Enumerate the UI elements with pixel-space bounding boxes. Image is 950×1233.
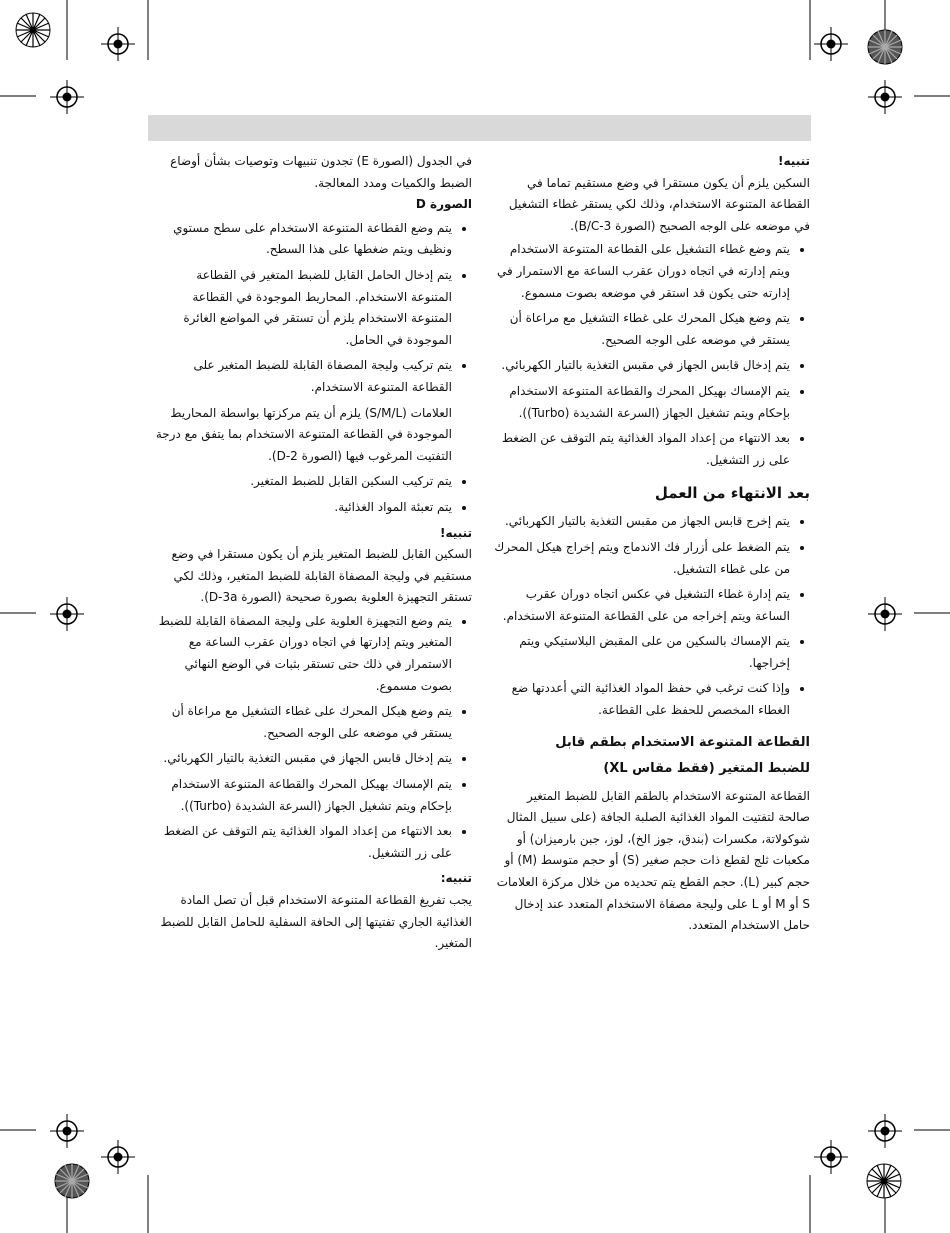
instruction-list xyxy=(152,218,472,519)
registration-crosshair-icon xyxy=(50,1114,84,1148)
list-item: • يتم إدخال قابس الجهاز في مقبس التغذية بالتيار الكهربائي. xyxy=(494,355,790,377)
list-item: • يتم تركيب السكين القابل للضبط المتغير. xyxy=(152,471,452,493)
instruction-list xyxy=(494,511,810,721)
intro-paragraph: في الجدول (الصورة E) تجدون تنبيهات وتوصيات بشأن أوضاع الضبط والكميات ومدد المعالجة. xyxy=(170,154,472,190)
list-note: العلامات (S/M/L) يلزم أن يتم مركزتها بواسطة المحاريط الموجودة في القطاعة المتنوعة الاستخدام بما يتفق مع درجة التفتيت المرغوب فيها (الصورة D-2). xyxy=(155,405,452,463)
list-item: • يتم الإمساك بالسكين من على المقبض البلاستيكي ويتم إخراجها. xyxy=(494,631,790,674)
list-item: • يتم وضع هيكل المحرك على غطاء التشغيل مع مراعاة أن يستقر في موضعه على الوجه الصحيح. xyxy=(152,701,452,744)
list-item: • بعد الانتهاء من إعداد المواد الغذائية يتم التوقف عن الضغط على زر التشغيل. xyxy=(152,821,452,864)
list-item: • يتم تعبئة المواد الغذائية. xyxy=(152,497,452,519)
note-title: تنبيه! xyxy=(440,525,472,540)
list-item: • يتم وضع القطاعة المتنوعة الاستخدام على سطح مستوي ونظيف ويتم ضغطها على هذا السطح. xyxy=(152,218,452,261)
radial-color-wheel-icon xyxy=(866,1163,902,1199)
registration-crosshair-icon xyxy=(101,1140,135,1174)
radial-color-wheel-icon xyxy=(867,29,903,65)
list-item: • يتم الإمساك بهيكل المحرك والقطاعة المتنوعة الاستخدام بإحكام ويتم تشغيل الجهاز (السرعة الشديدة (Turbo)). xyxy=(152,774,452,817)
note-text: يجب تفريغ القطاعة المتنوعة الاستخدام قبل أن تصل المادة الغذائية الجاري تفتيتها إلى الحافة السفلية للحامل القابل للضبط المتغير. xyxy=(160,893,472,951)
registration-crosshair-icon xyxy=(50,80,84,114)
instruction-list xyxy=(152,611,472,865)
section-subheading: القطاعة المتنوعة الاستخدام بطقم قابل xyxy=(555,734,810,750)
note-title: تنبيه: xyxy=(440,871,472,886)
radial-color-wheel-icon xyxy=(54,1163,90,1199)
radial-color-wheel-icon xyxy=(15,12,51,48)
list-item: • يتم وضع التجهيزة العلوية على وليجة المصفاة القابلة للضبط المتغير ويتم إدارتها في اتجاه دوران عقرب الساعة مع الاستمرار في ذلك حتى تستقر بثبات في الوضع النهائي بصوت مسموع. xyxy=(152,611,452,697)
list-item: • يتم الضغط على أزرار فك الاندماج ويتم إخراج هيكل المحرك من على غطاء التشغيل. xyxy=(494,537,790,580)
list-item: • يتم إخرج قابس الجهاز من مقبس التغذية بالتيار الكهربائي. xyxy=(494,511,790,533)
registration-crosshair-icon xyxy=(868,1114,902,1148)
body-paragraph: القطاعة المتنوعة الاستخدام بالطقم القابل للضبط المتغير صالحة لتفتيت المواد الغذائية الصلبة الجافة (على سبيل المثال شوكولاتة، مكسرات (بندق، جوز الخ)، لوز، جبن بارميزان) أو مكعبات ثلج لقطع ذات حجم صغير (S) أو حجم متوسط (M) أو حجم كبير (L). حجم القطع يتم تحديده من خلال مركزة العلامات S أو M أو L على وليجة مصفاة الاستخدام المتعدد عند إدخال حامل الاستخدام المتعدد. xyxy=(496,788,810,933)
registration-crosshair-icon xyxy=(868,80,902,114)
section-heading: بعد الانتهاء من العمل xyxy=(654,484,810,503)
list-item: • يتم وضع هيكل المحرك على غطاء التشغيل مع مراعاة أن يستقر في موضعه على الوجه الصحيح. xyxy=(494,308,790,351)
section-subheading: للضبط المتغير (فقط مقاس XL) xyxy=(603,760,810,776)
page-header-bar xyxy=(148,115,811,141)
list-item: • يتم الإمساك بهيكل المحرك والقطاعة المتنوعة الاستخدام بإحكام ويتم تشغيل الجهاز (السرعة الشديدة (Turbo)). xyxy=(494,381,790,424)
list-item: • بعد الانتهاء من إعداد المواد الغذائية يتم التوقف عن الضغط على زر التشغيل. xyxy=(494,428,790,471)
note-title: تنبيه! xyxy=(778,154,810,168)
list-item: • يتم تركيب وليجة المصفاة القابلة للضبط المتغير على القطاعة المتنوعة الاستخدام. xyxy=(152,355,452,398)
note-text: السكين يلزم أن يكون مستقرا في وضع مستقيم تماما في القطاعة المتنوعة الاستخدام، وذلك لكي يستقر غطاء التشغيل في موضعه على الوجه الصحيح (الصورة B/C-3). xyxy=(508,175,810,233)
registration-crosshair-icon xyxy=(101,27,135,61)
figure-label: الصورة D xyxy=(415,197,472,212)
list-item: • يتم إدارة غطاء التشغيل في عكس اتجاه دوران عقرب الساعة ويتم إخراجه من على القطاعة المتنوعة الاستخدام. xyxy=(494,584,790,627)
registration-crosshair-icon xyxy=(814,27,848,61)
list-item: • وإذا كنت ترغب في حفظ المواد الغذائية التي أعددتها ضع الغطاء المخصص للحفظ على القطاعة. xyxy=(494,678,790,721)
list-item: • يتم وضع غطاء التشغيل على القطاعة المتنوعة الاستخدام ويتم إدارته في اتجاه دوران عقرب الساعة مع الاستمرار في إدارته حتى يكون قد استقر في موضعه بصوت مسموع. xyxy=(494,239,790,304)
instruction-list xyxy=(494,239,810,471)
left-column xyxy=(152,151,472,955)
registration-crosshair-icon xyxy=(814,1140,848,1174)
registration-crosshair-icon xyxy=(868,597,902,631)
right-column xyxy=(494,151,810,937)
list-item: • يتم إدخال قابس الجهاز في مقبس التغذية بالتيار الكهربائي. xyxy=(152,748,452,770)
registration-crosshair-icon xyxy=(50,597,84,631)
note-text: السكين القابل للضبط المتغير يلزم أن يكون مستقرا في وضع مستقيم في وليجة المصفاة القابلة للضبط المتغير، وذلك لكي تستقر التجهيزة العلوية بصورة صحيحة (الصورة D-3a). xyxy=(171,547,472,605)
list-item: • يتم إدخال الحامل القابل للضبط المتغير في القطاعة المتنوعة الاستخدام. المحاريط الموجودة في القطاعة المتنوعة الاستخدام يلزم أن تستقر في المواضع الغائرة الموجودة في الحامل. xyxy=(152,265,452,351)
